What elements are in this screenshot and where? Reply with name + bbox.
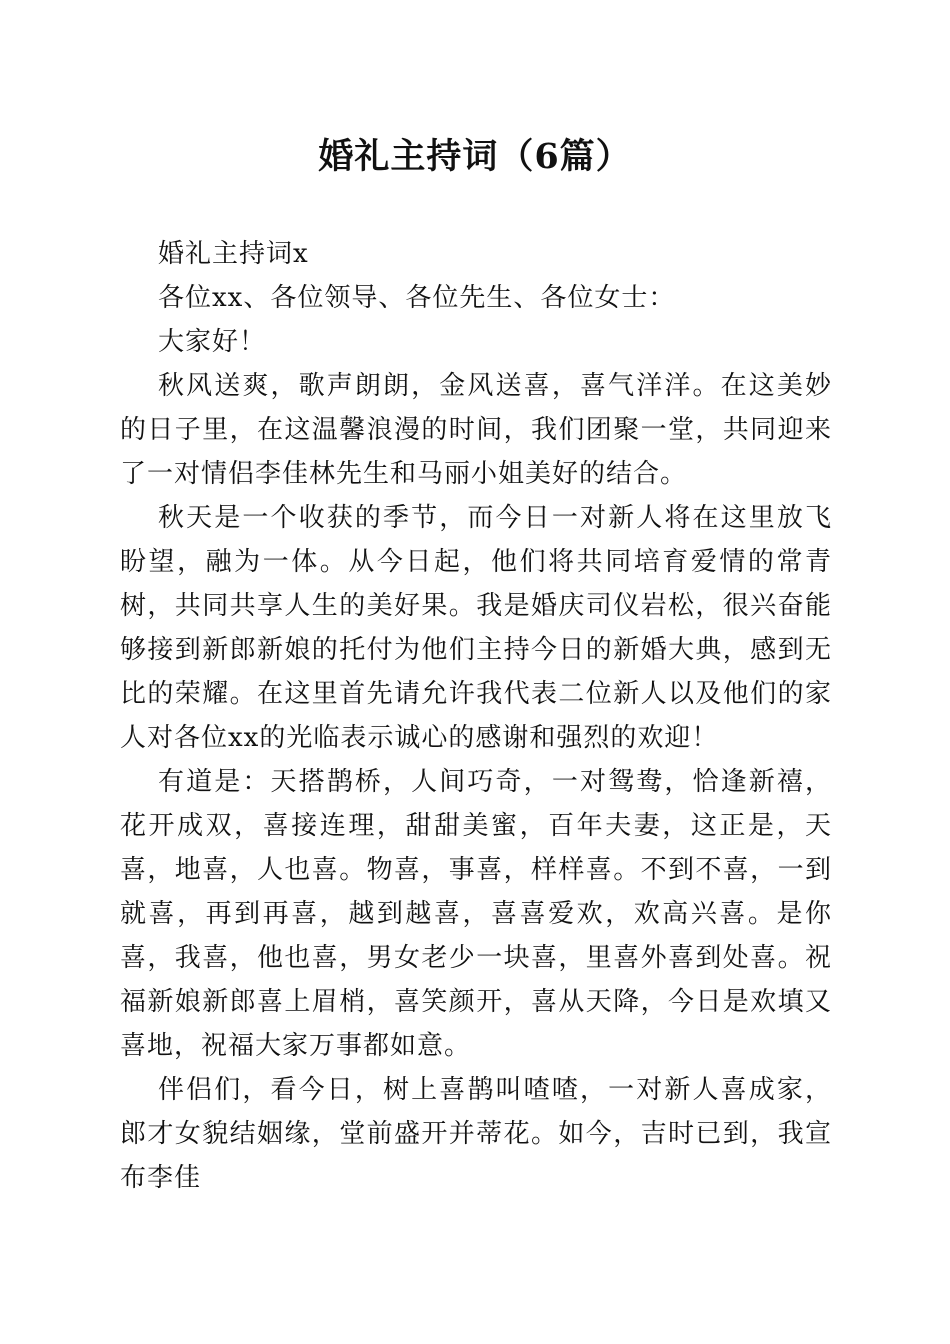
document-title: 婚礼主持词（6篇） [318,136,632,177]
paragraph-greeting: 大家好！ [158,327,267,357]
document-body [120,232,832,1200]
paragraph-body: 秋天是一个收获的季节，而今日一对新人将在这里放飞盼望，融为一体。从今日起，他们将共同培育爱情的常青树，共同共享人生的美好果。我是婚庆司仪岩松，很兴奋能够接到新郎新娘的托付为他们主持今日的新婚大典，感到无比的荣耀。在这里首先请允许我代表二位新人以及他们的家人对各位xx的光临表示诚心的感谢和强烈的欢迎！ [120,503,832,753]
paragraph-heading: 婚礼主持词x [158,239,309,269]
paragraph-body: 秋风送爽，歌声朗朗，金风送喜，喜气洋洋。在这美妙的日子里，在这温馨浪漫的时间，我们团聚一堂，共同迎来了一对情侣李佳林先生和马丽小姐美好的结合。 [120,371,832,489]
paragraph-body: 伴侣们，看今日，树上喜鹊叫喳喳，一对新人喜成家，郎才女貌结姻缘，堂前盛开并蒂花。如今，吉时已到，我宣布李佳 [120,1075,832,1193]
paragraph-salutation: 各位xx、各位领导、各位先生、各位女士： [158,283,676,313]
paragraph-body: 有道是：天搭鹊桥，人间巧奇，一对鸳鸯，恰逢新禧，花开成双，喜接连理，甜甜美蜜，百年夫妻，这正是，天喜，地喜，人也喜。物喜，事喜，样样喜。不到不喜，一到就喜，再到再喜，越到越喜，喜喜爱欢，欢高兴喜。是你喜，我喜，他也喜，男女老少一块喜，里喜外喜到处喜。祝福新娘新郎喜上眉梢，喜笑颜开，喜从天降，今日是欢填又喜地，祝福大家万事都如意。 [120,767,832,1061]
